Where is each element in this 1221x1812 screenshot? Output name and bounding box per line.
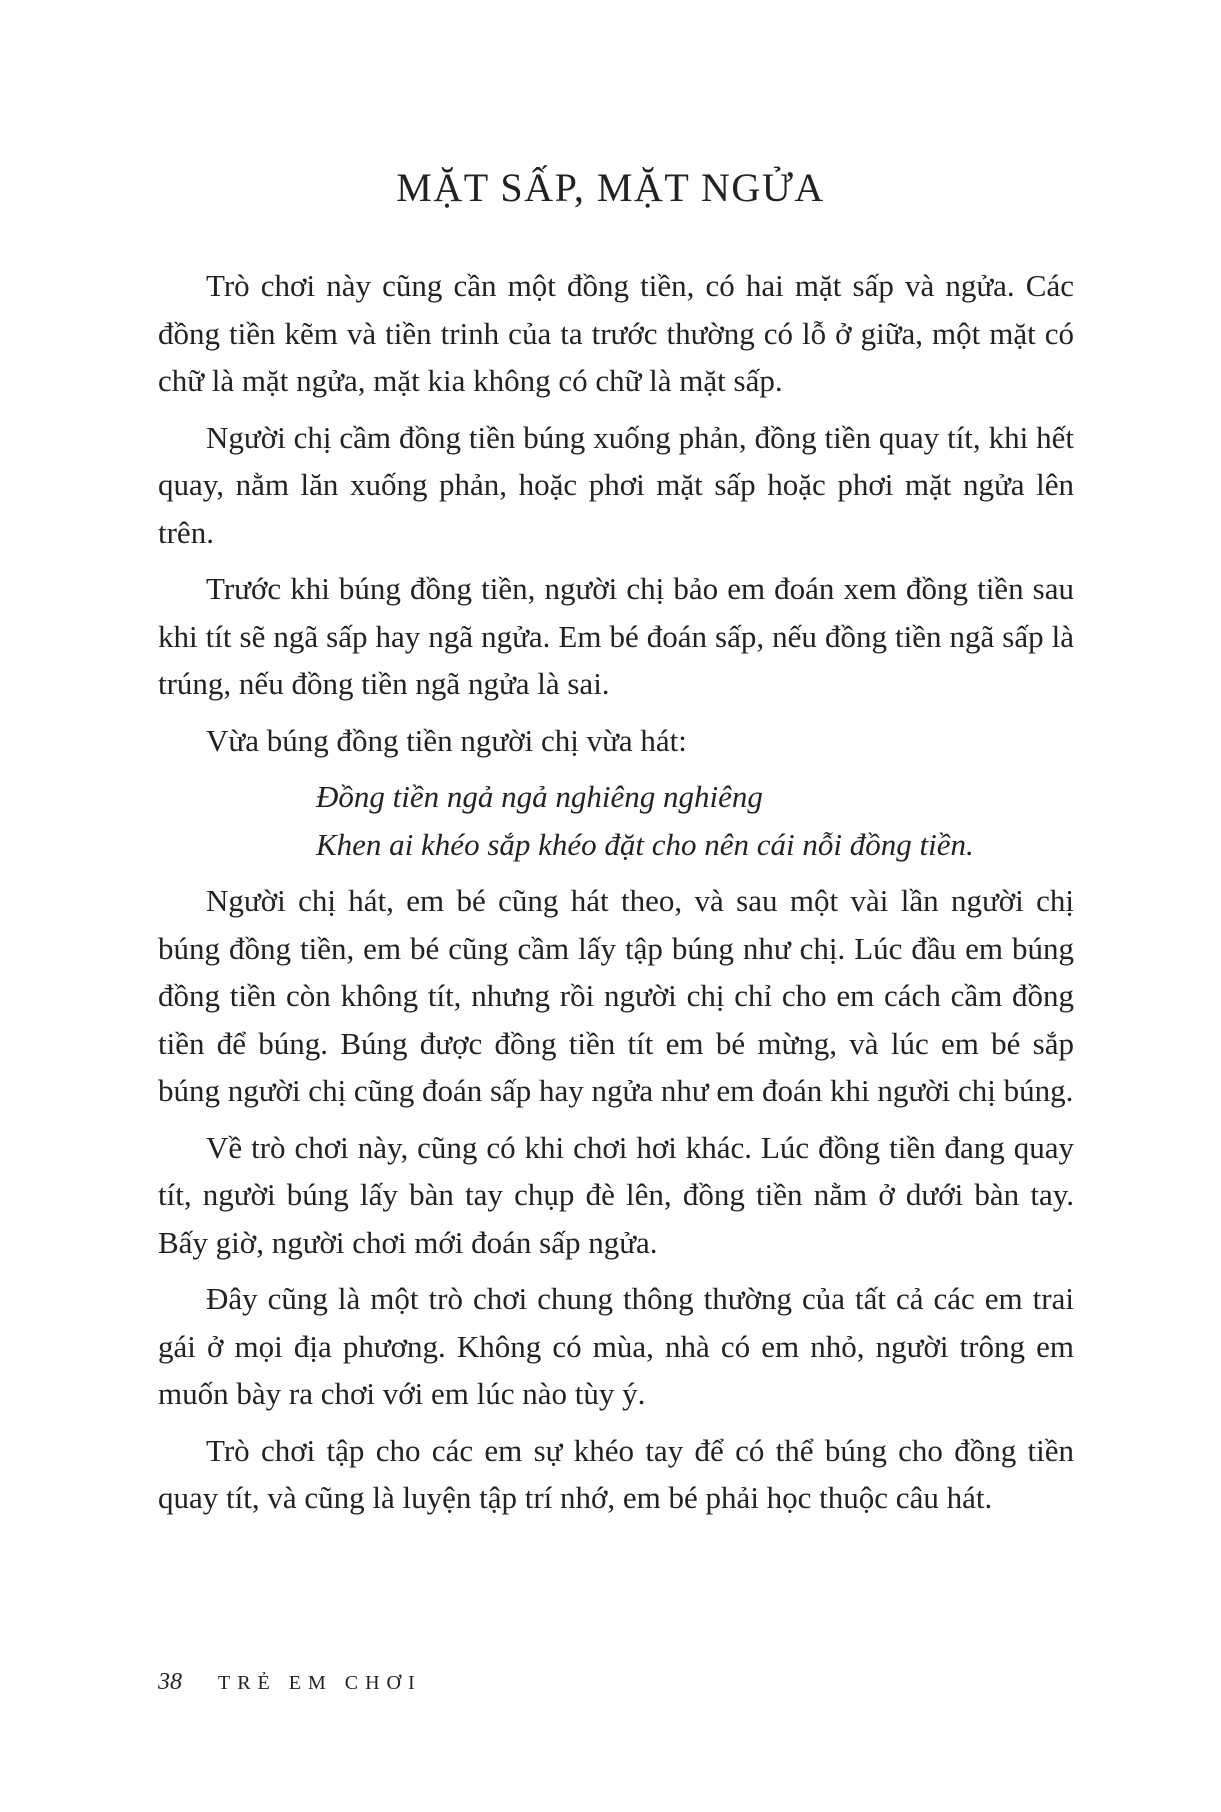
paragraph: Vừa búng đồng tiền người chị vừa hát:	[206, 722, 687, 758]
chapter-title: MẶT SẤP, MẶT NGỬA	[396, 165, 825, 210]
verse-line: Khen ai khéo sắp khéo đặt cho nên cái nỗi đồng tiền.	[316, 826, 974, 862]
paragraph: Trước khi búng đồng tiền, người chị bảo em đoán xem đồng tiền sau khi tít sẽ ngã sấp hay ngã ngửa. Em bé đoán sấp, nếu đồng tiền ngã sấp là trúng, nếu đồng tiền ngã ngửa là sai.	[158, 571, 1074, 701]
paragraph: Người chị hát, em bé cũng hát theo, và sau một vài lần người chị búng đồng tiền, em bé cũng cầm lấy tập búng như chị. Lúc đầu em búng đồng tiền còn không tít, nhưng rồi người chị chỉ cho em cách cầm đồng tiền để búng. Búng được đồng tiền tít em bé mừng, và lúc em bé sắp búng người chị cũng đoán sấp hay ngửa như em đoán khi người chị búng.	[158, 883, 1074, 1108]
paragraph: Đây cũng là một trò chơi chung thông thường của tất cả các em trai gái ở mọi địa phương. Không có mùa, nhà có em nhỏ, người trông em muốn bày ra chơi với em lúc nào tùy ý.	[158, 1281, 1074, 1411]
page-footer	[158, 1667, 422, 1698]
paragraph: Trò chơi tập cho các em sự khéo tay để có thể búng cho đồng tiền quay tít, và cũng là luyện tập trí nhớ, em bé phải học thuộc câu hát.	[158, 1432, 1074, 1515]
paragraph: Về trò chơi này, cũng có khi chơi hơi khác. Lúc đồng tiền đang quay tít, người búng lấy bàn tay chụp đè lên, đồng tiền nằm ở dưới bàn tay. Bấy giờ, người chơi mới đoán sấp ngửa.	[158, 1129, 1074, 1260]
page-number: 38	[158, 1669, 182, 1695]
running-title: TRẺ EM CHƠI	[218, 1672, 422, 1694]
paragraph: Trò chơi này cũng cần một đồng tiền, có hai mặt sấp và ngửa. Các đồng tiền kẽm và tiền trinh của ta trước thường có lỗ ở giữa, một mặt có chữ là mặt ngửa, mặt kia không có chữ là mặt sấp.	[158, 268, 1074, 398]
verse-line: Đồng tiền ngả ngả nghiêng nghiêng	[316, 779, 763, 814]
paragraph: Người chị cầm đồng tiền búng xuống phản, đồng tiền quay tít, khi hết quay, nằm lăn xuống phản, hoặc phơi mặt sấp hoặc phơi mặt ngửa lên trên.	[158, 419, 1074, 550]
song-verse	[158, 773, 1074, 868]
body-text	[158, 262, 1074, 1531]
